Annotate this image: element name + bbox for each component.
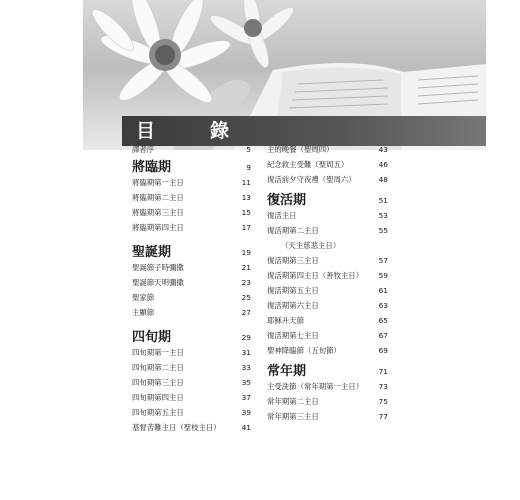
toc-entry: 將臨期第三主日 15: [132, 208, 251, 217]
toc-entry: 復活主日 53: [267, 211, 388, 220]
toc-entry: 常年期第二主日 75: [267, 397, 388, 406]
toc-entry: 四旬期第四主日 37: [132, 393, 251, 402]
toc-entry: 四旬期第二主日 33: [132, 363, 251, 372]
toc-section-heading: 常年期 71: [267, 364, 388, 379]
toc-entry: 譯者序 5: [132, 145, 251, 154]
toc-entry: 紀念救主受難（聖周五） 46: [267, 160, 388, 169]
toc-entry: 主顯節 27: [132, 308, 251, 317]
toc-section-heading: 四旬期 29: [132, 330, 251, 345]
toc-entry: 復活前夕守夜禮（聖周六） 48: [267, 175, 388, 184]
toc-entry: 將臨期第一主日 11: [132, 178, 251, 187]
toc-entry: 聖誕節子時彌撒 21: [132, 263, 251, 272]
toc-section-heading: 將臨期 9: [132, 160, 251, 175]
toc-entry: 基督苦難主日（聖枝主日） 41: [132, 423, 251, 432]
toc-entry: 常年期第三主日 77: [267, 412, 388, 421]
toc-entry: 復活期第七主日 67: [267, 331, 388, 340]
page-title: 目 錄: [136, 120, 248, 142]
toc-entry: 復活期第三主日 57: [267, 256, 388, 265]
toc-entry: 將臨期第四主日 17: [132, 223, 251, 232]
toc-entry: 復活期第四主日（善牧主日） 59: [267, 271, 388, 280]
toc-entry: 復活期第五主日 61: [267, 286, 388, 295]
toc-section-heading: 復活期 51: [267, 193, 388, 208]
toc-entry: 耶穌升天節 65: [267, 316, 388, 325]
toc-section-heading: 聖誕期 19: [132, 245, 251, 260]
toc-entry: 聖家節 25: [132, 293, 251, 302]
toc-left-column: [132, 142, 250, 435]
toc-entry: 四旬期第一主日 31: [132, 348, 251, 357]
toc-entry: 復活期第二主日 55: [267, 226, 388, 235]
toc-entry: 復活期第六主日 63: [267, 301, 388, 310]
toc-right-column: [267, 142, 387, 424]
toc-entry: 將臨期第二主日 13: [132, 193, 251, 202]
toc-entry: 聖神降臨節（五旬節） 69: [267, 346, 388, 355]
toc-entry: 四旬期第五主日 39: [132, 408, 251, 417]
toc-entry: 聖誕節天明彌撒 23: [132, 278, 251, 287]
toc-entry: 主的晚餐（聖周四） 43: [267, 145, 388, 154]
toc-entry: 主受洗節（常年期第一主日） 73: [267, 382, 388, 391]
toc-entry-continuation: （天主慈悲主日）: [281, 241, 341, 250]
toc-entry: 四旬期第三主日 35: [132, 378, 251, 387]
